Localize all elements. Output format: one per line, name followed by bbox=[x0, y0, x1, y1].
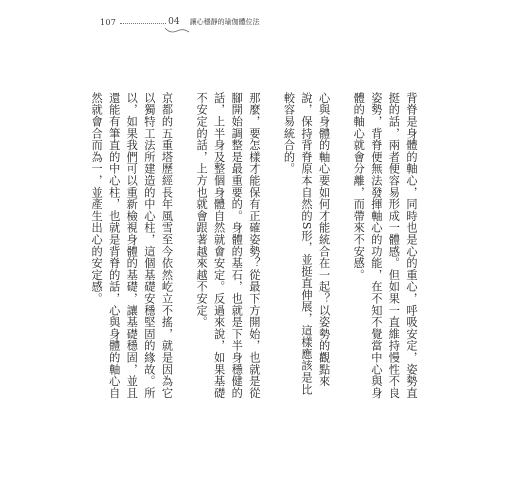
header-dotted-leader bbox=[120, 23, 166, 24]
page-header bbox=[100, 11, 360, 33]
paragraph: 心與身體的軸心要如何才能統合在一起？以姿勢的觀點來說，保持背脊原本自然的S形，並挺直伸展，這樣應該是比較容易統合的。 bbox=[282, 92, 331, 396]
paragraph: 那麼，要怎樣才能保有正確姿勢？從最下方開始，也就是從腳開始調整是最重要的。身體的基石，也就是下半身穩健的話，上半身及整個身體自然就會安定。反過來說，如果基礎不安定的話，上方也就會跟著越來越不安定。 bbox=[195, 92, 261, 399]
chapter-title: 讓心穩靜的瑜伽體位法 bbox=[189, 18, 260, 26]
paragraph: 背脊是身體的軸心，同時也是心的重心，呼吸安定，姿勢直挺的話，兩者便容易形成一體感。但如果一直維持慢性不良姿勢，背脊便無法發揮軸心的功能，在不知不覺當中心與身體的軸心就會分離，而帶來不安感。 bbox=[352, 92, 418, 399]
chapter-number-text: 04 bbox=[168, 17, 180, 27]
chapter-swirl-ornament bbox=[164, 26, 190, 34]
page-number: 107 bbox=[100, 17, 117, 27]
body-text bbox=[88, 92, 421, 407]
paragraph: 京都的五重塔歷經長年風雪至今依然屹立不搖，就是因為它以獨特工法所建造的中心柱，這個基礎安穩堅固的緣故。所以，如果我們可以重新檢視身體的基礎，讓基礎穩固，並且還能有筆直的中心柱，也就是背脊的話，心與身體的軸心自然就會合而為一，並產生出心的安定感。 bbox=[90, 92, 174, 399]
chapter-number bbox=[168, 17, 179, 27]
